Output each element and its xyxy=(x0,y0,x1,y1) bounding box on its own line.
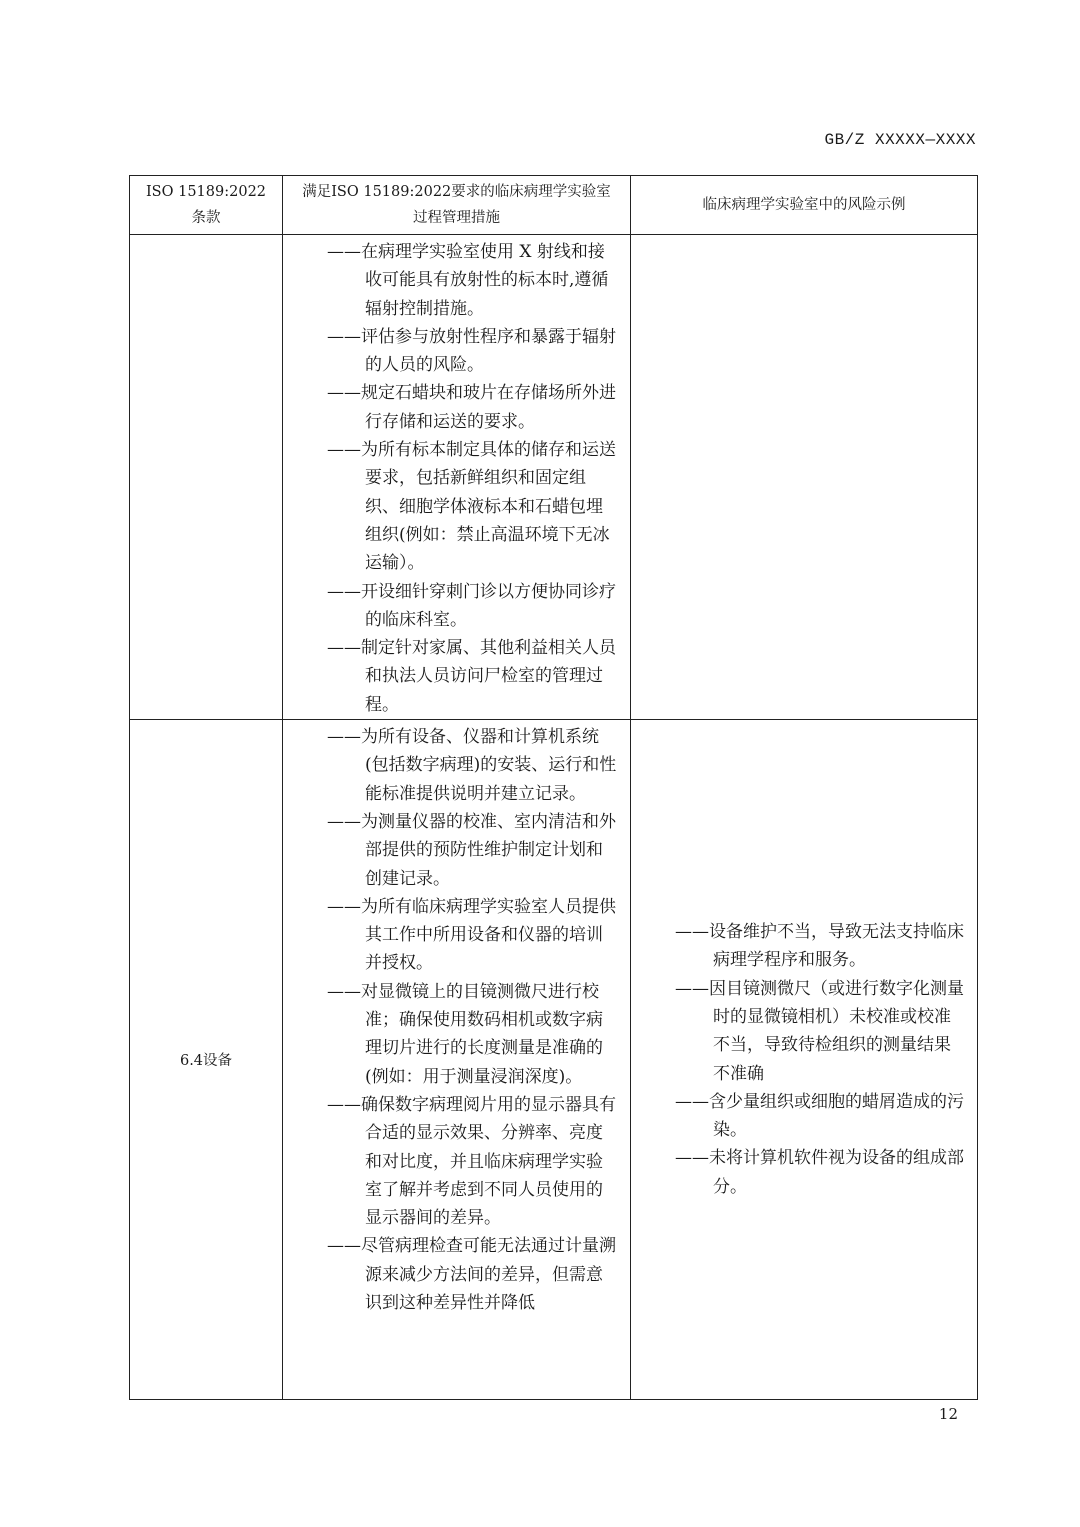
clause-cell xyxy=(130,235,283,720)
measures-cell xyxy=(283,235,631,720)
header-risks xyxy=(631,176,978,235)
header-clause-line2: 条款 xyxy=(191,210,221,226)
header-risks-line1: 临床病理学实验室中的风险示例 xyxy=(702,197,906,213)
document-id: GB/Z XXXXX—XXXX xyxy=(824,131,976,149)
header-measures xyxy=(283,176,631,235)
table-row xyxy=(130,720,978,1400)
measure-item: ——为所有设备、仪器和计算机系统(包括数字病理)的安装、运行和性能标准提供说明并建立记录。 xyxy=(327,727,617,804)
header-clause-line1: ISO 15189:2022 xyxy=(145,184,267,200)
table-row xyxy=(130,235,978,720)
measure-item: ——规定石蜡块和玻片在存储场所外进行存储和运送的要求。 xyxy=(327,383,616,432)
measure-item: ——确保数字病理阅片用的显示器具有合适的显示效果、分辨率、亮度和对比度，并且临床病理学实验室了解并考虑到不同人员使用的显示器间的差异。 xyxy=(327,1094,616,1229)
risk-item: ——未将计算机软件视为设备的组成部分。 xyxy=(675,1148,964,1197)
measures-cell xyxy=(283,720,631,1400)
table-header-row xyxy=(130,176,978,235)
measure-item: ——在病理学实验室使用 X 射线和接收可能具有放射性的标本时,遵循辐射控制措施。 xyxy=(327,242,609,319)
clause-cell: 6.4设备 xyxy=(130,720,283,1400)
measure-item: ——制定针对家属、其他利益相关人员和执法人员访问尸检室的管理过程。 xyxy=(327,638,616,715)
page-number: 12 xyxy=(938,1405,958,1423)
header-clause xyxy=(130,176,283,235)
measure-item: ——为所有标本制定具体的储存和运送要求，包括新鲜组织和固定组织、细胞学体液标本和石蜡包埋组织(例如：禁止高温环境下无冰运输）。 xyxy=(327,440,616,574)
measure-item: ——开设细针穿刺门诊以方便协同诊疗的临床科室。 xyxy=(327,581,616,630)
risk-item: ——因目镜测微尺（或进行数字化测量时的显微镜相机）未校准或校准不当，导致待检组织的测量结果不准确 xyxy=(675,978,964,1084)
measure-item: ——对显微镜上的目镜测微尺进行校准；确保使用数码相机或数字病理切片进行的长度测量是准确的(例如：用于测量浸润深度)。 xyxy=(327,981,603,1087)
risk-item: ——含少量组织或细胞的蜡屑造成的污染。 xyxy=(675,1091,964,1141)
header-measures-line2: 过程管理措施 xyxy=(413,210,500,226)
header-measures-line1: 满足ISO 15189:2022要求的临床病理学实验室 xyxy=(302,184,611,200)
measure-item: ——评估参与放射性程序和暴露于辐射的人员的风险。 xyxy=(327,326,616,376)
measure-item: ——尽管病理检查可能无法通过计量溯源来减少方法间的差异，但需意识到这种差异性并降低 xyxy=(327,1236,616,1313)
process-risk-table xyxy=(129,175,978,1400)
measure-item: ——为所有临床病理学实验室人员提供其工作中所用设备和仪器的培训并授权。 xyxy=(327,896,616,974)
risks-cell xyxy=(631,720,978,1400)
risks-cell xyxy=(631,235,978,720)
measure-item: ——为测量仪器的校准、室内清洁和外部提供的预防性维护制定计划和创建记录。 xyxy=(327,811,616,889)
risk-item: ——设备维护不当，导致无法支持临床病理学程序和服务。 xyxy=(675,922,964,971)
